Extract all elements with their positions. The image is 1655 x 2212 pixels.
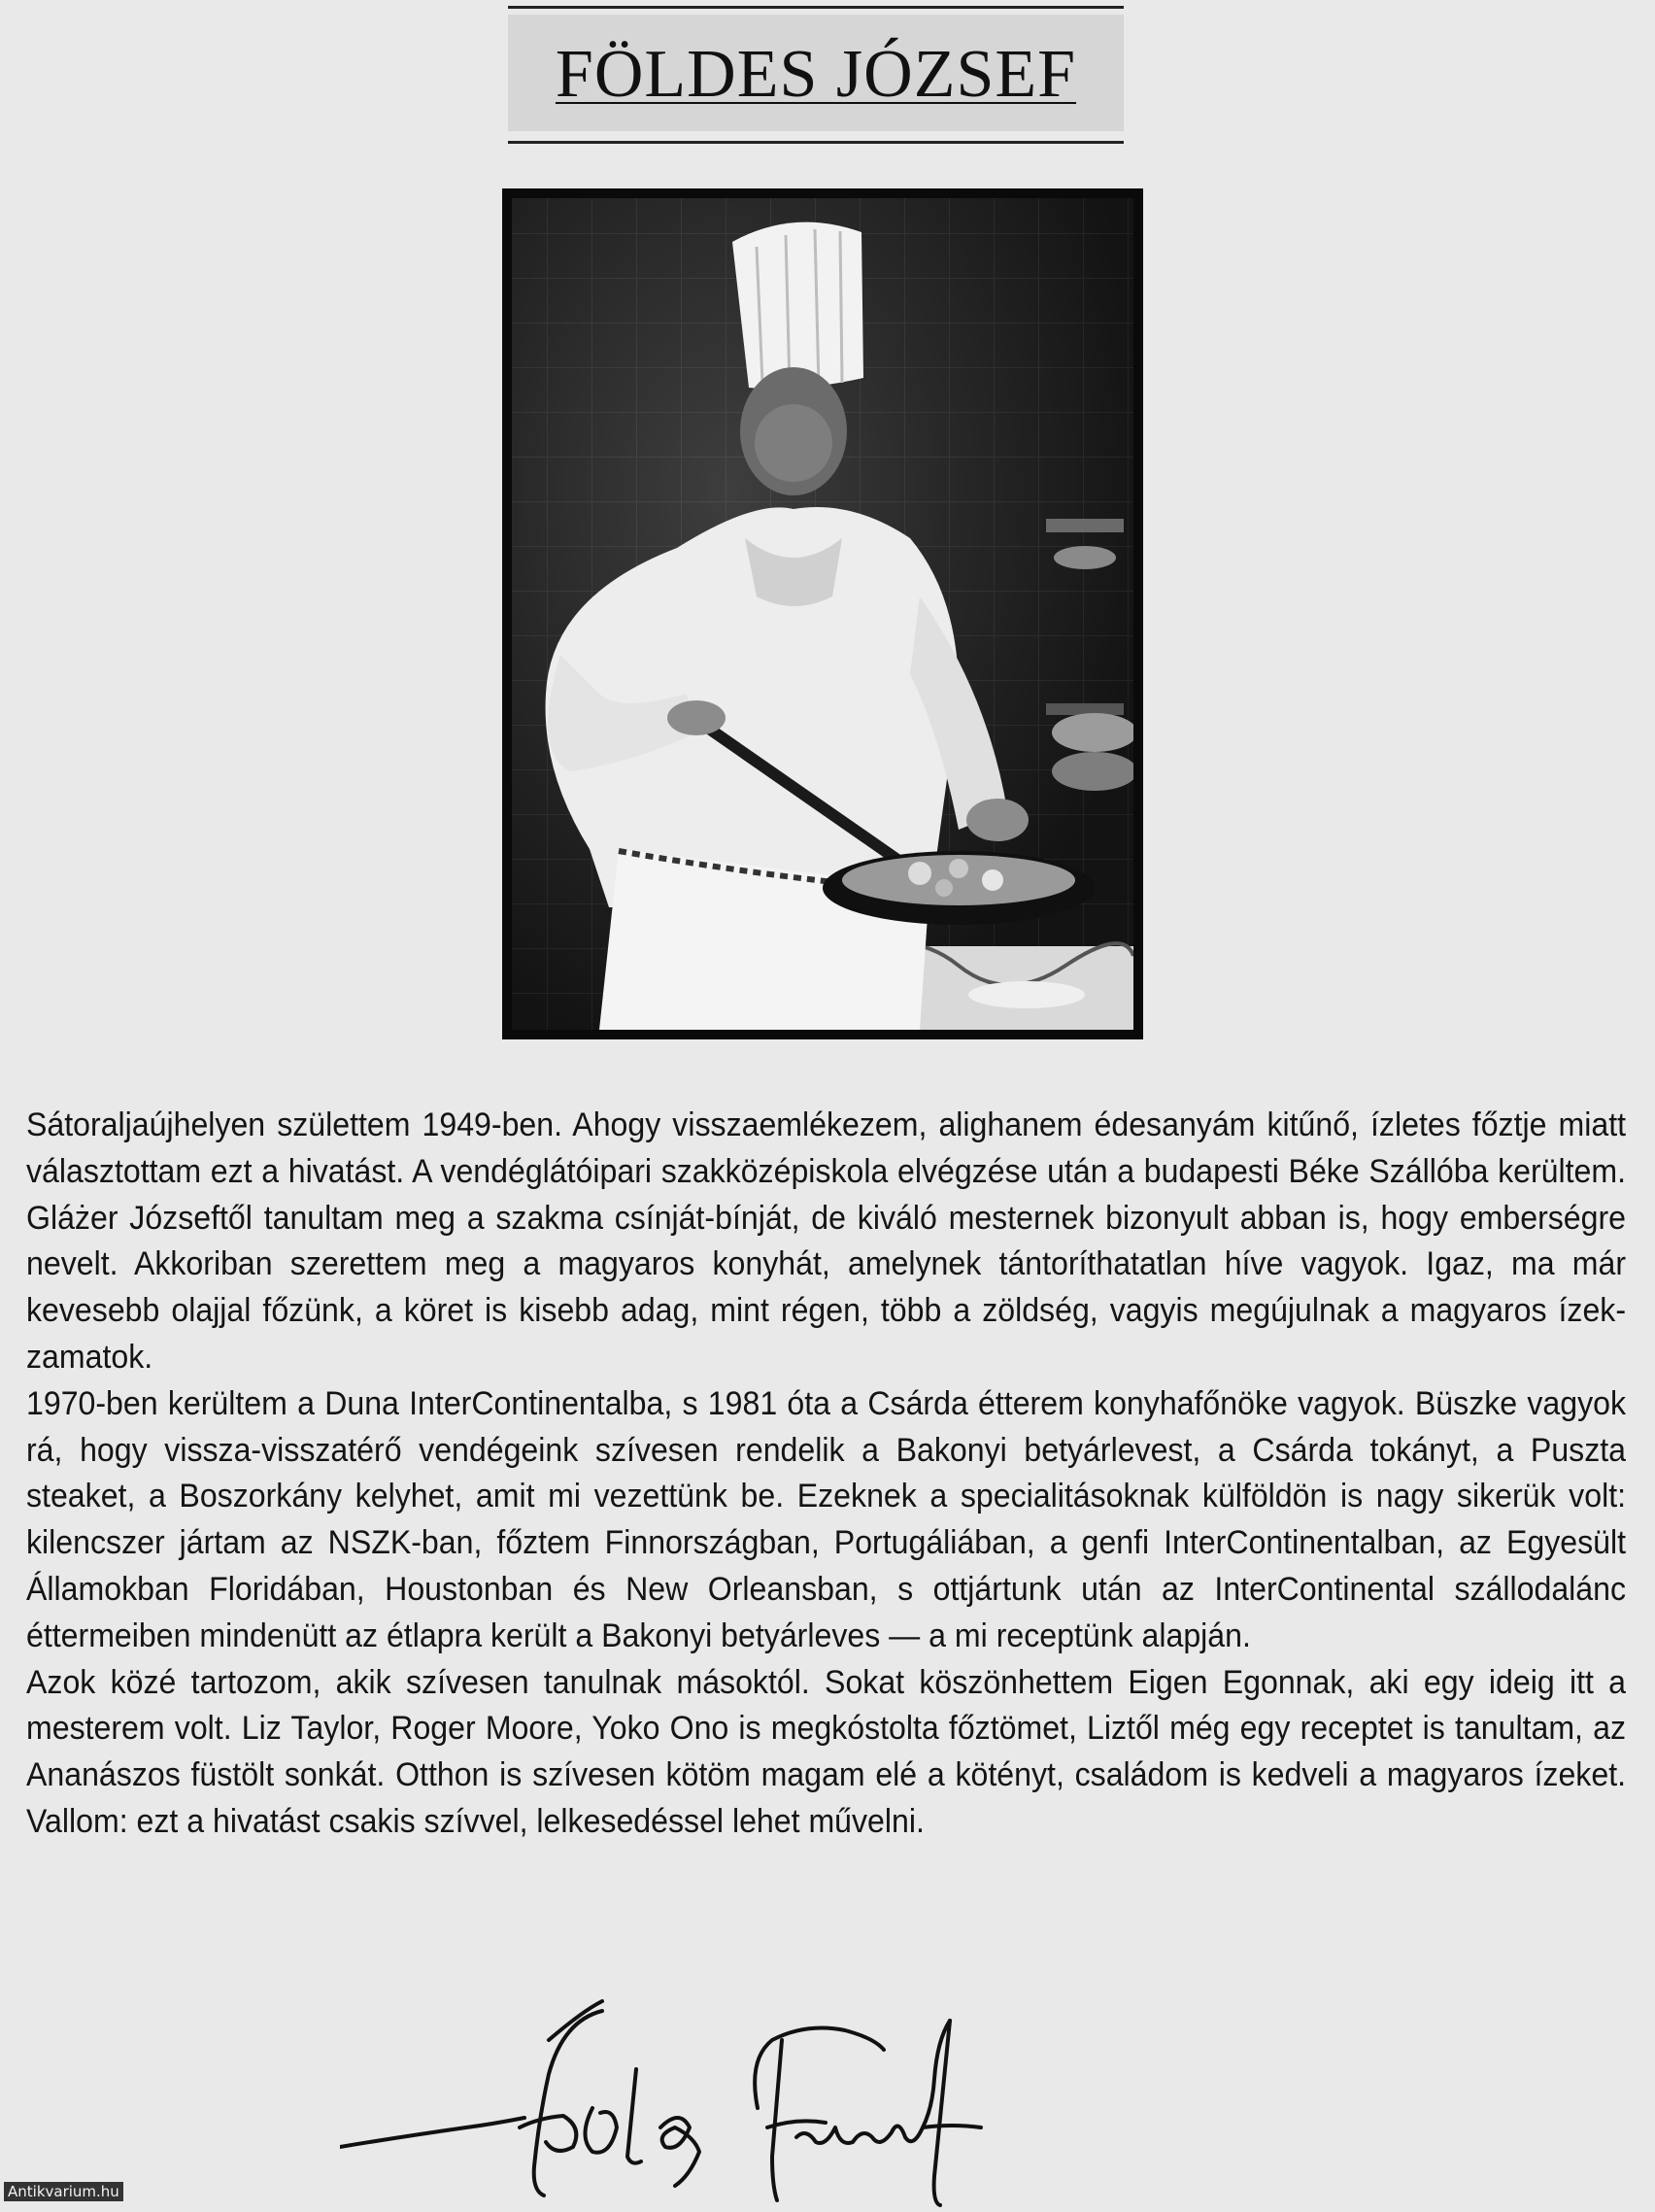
page-title: FÖLDES JÓZSEF [555,37,1077,112]
signature [340,1982,1136,2207]
handwritten-signature-icon [340,1982,1136,2207]
paragraph-2: 1970-ben kerültem a Duna InterContinentalba, s 1981 óta a Csárda étterem konyhafőnöke vagyok. Büszke vagyok rá, hogy vissza-visszatérő vendégeink szívesen rendelik a Bakonyi betyárlevest, a Csárda tokányt, a Puszta steaket, a Boszorkány kelyhet, amit mi vezettünk be. Ezeknek a specialitásoknak külföldön is nagy sikerük volt: kilencszer jártam az NSZK-ban, főztem Finnországban, Portugáliában, a genfi InterContinentalban, az Egyesült Államokban Floridában, Houstonban és New Orleansban, s ottjártunk után az InterContinental szállodalánc éttermeiben mindenütt az étlapra került a Bakonyi betyárleves — a mi receptünk alapján. [26,1384,1627,1654]
watermark: Antikvarium.hu [4,2182,123,2201]
biography-text [26,1103,1626,1846]
chef-photo [502,188,1143,1039]
paragraph-1: Sátoraljaújhelyen születtem 1949-ben. Ahogy visszaemlékezem, alighanem édesanyám kitűnő, ízletes főztje miatt választottam ezt a hivatást. A vendéglátóipari szakközépiskola elvégzése után a budapesti Béke Szállóba kerültem. Gláżer Józseftől tanultam meg a szakma csínját-bínját, de kiváló mesternek bizonyult abban is, hogy emberségre nevelt. Akkoriban szerettem meg a magyaros konyhát, amelynek tántoríthatatlan híve vagyok. Igaz, ma már kevesebb olajjal főzünk, a köret is kisebb adag, mint régen, több a zöldség, vagyis megújulnak a magyaros ízek-zamatok. [26,1106,1627,1376]
chef-portrait-icon [502,188,1143,1039]
title-box [508,6,1124,144]
paragraph-3: Azok közé tartozom, akik szívesen tanulnak másoktól. Sokat köszönhettem Eigen Egonnak, aki egy ideig itt a mesterem volt. Liz Taylor, Roger Moore, Yoko Ono is megkóstolta főztömet, Liztől még egy receptet is tanultam, az Ananászos füstölt sonkát. Otthon is szívesen kötöm magam elé a kötényt, családom is kedveli a magyaros ízeket. Vallom: ezt a hivatást csakis szívvel, lelkesedéssel lehet művelni. [26,1663,1627,1840]
